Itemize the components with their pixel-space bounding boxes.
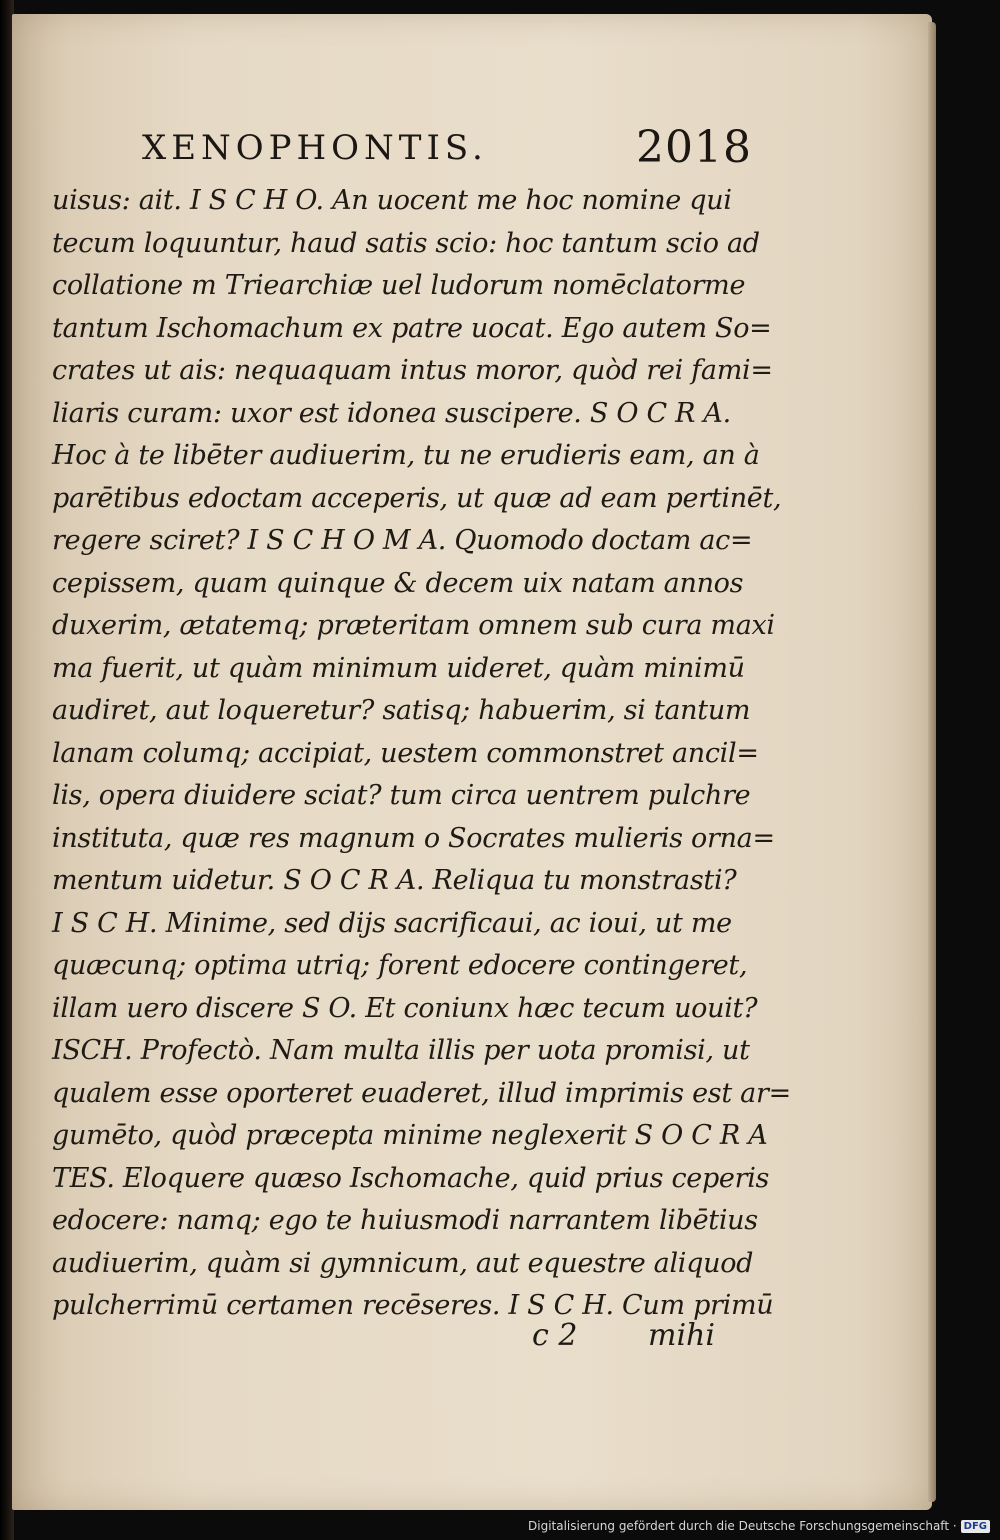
text-line: gumēto, quòd præcepta minime neglexerit S O C R A [52, 1120, 768, 1151]
text-line: crates ut ais: nequaquam intus moror, quòd rei fami= [52, 355, 773, 386]
page-number: 2018 [636, 122, 752, 173]
text-line: tantum Ischomachum ex patre uocat. Ego autem So= [52, 312, 772, 344]
signature-line [532, 1318, 752, 1362]
digitization-credit [528, 1516, 990, 1536]
text-line: illam uero discere S O. Et coniunx hæc tecum uouit? [52, 992, 758, 1024]
text-line: I S C H. Minime, sed dijs sacrificaui, ac ioui, ut me [52, 907, 732, 939]
text-line: liaris curam: uxor est idonea suscipere. S O C R A. [52, 397, 731, 429]
text-block [52, 180, 791, 1328]
text-line: Hoc à te libēter audiuerim, tu ne erudieris eam, an à [52, 440, 760, 471]
text-line: audiuerim, quàm si gymnicum, aut equestre aliquod [52, 1247, 754, 1279]
page-fore-edge [928, 22, 936, 1502]
text-line: collatione m Triearchiæ uel ludorum nomēclatorme [52, 270, 746, 301]
text-line: duxerim, ætatemq; præteritam omnem sub cura maxi [52, 610, 775, 641]
text-line: audiret, aut loqueretur? satisq; habuerim, si tantum [52, 695, 751, 726]
text-line: parētibus edoctam acceperis, ut quæ ad eam pertinēt, [52, 482, 782, 514]
running-head [132, 122, 752, 178]
text-line: tecum loquuntur, haud satis scio: hoc tantum scio ad [52, 227, 760, 259]
text-line: ma fuerit, ut quàm minimum uideret, quàm minimū [52, 652, 745, 684]
text-line: mentum uidetur. S O C R A. Reliqua tu monstrasti? [52, 865, 737, 896]
dfg-logo: DFG [961, 1520, 990, 1533]
credit-text: Digitalisierung gefördert durch die Deutsche Forschungsgemeinschaft · [528, 1519, 957, 1533]
text-line: uisus: ait. I S C H O. An uocent me hoc nomine qui [52, 185, 732, 216]
text-line: cepissem, quam quinque & decem uix natam annos [52, 567, 744, 599]
text-line: lis, opera diuidere sciat? tum circa uentrem pulchre [52, 780, 751, 811]
text-line: quæcunq; optima utriq; forent edocere contingeret, [52, 950, 748, 981]
text-line: instituta, quæ res magnum o Socrates mulieris orna= [52, 822, 775, 854]
catchword: mihi [648, 1318, 715, 1353]
text-line: lanam columq; accipiat, uestem commonstret ancil= [52, 737, 759, 769]
text-line: pulcherrimū certamen recēseres. I S C H. Cum primū [52, 1290, 774, 1321]
text-line: ISCH. Profectò. Nam multa illis per uota promisi, ut [52, 1035, 750, 1066]
running-head-title: XENOPHONTIS. [142, 128, 488, 168]
text-line: TES. Eloquere quæso Ischomache, quid prius ceperis [52, 1162, 770, 1194]
text-line: regere sciret? I S C H O M A. Quomodo doctam ac= [52, 525, 753, 556]
book-page [12, 14, 932, 1510]
signature-mark: c 2 [532, 1318, 578, 1353]
text-line: qualem esse oporteret euaderet, illud imprimis est ar= [52, 1077, 791, 1109]
text-line: edocere: namq; ego te huiusmodi narrantem libētius [52, 1205, 758, 1236]
